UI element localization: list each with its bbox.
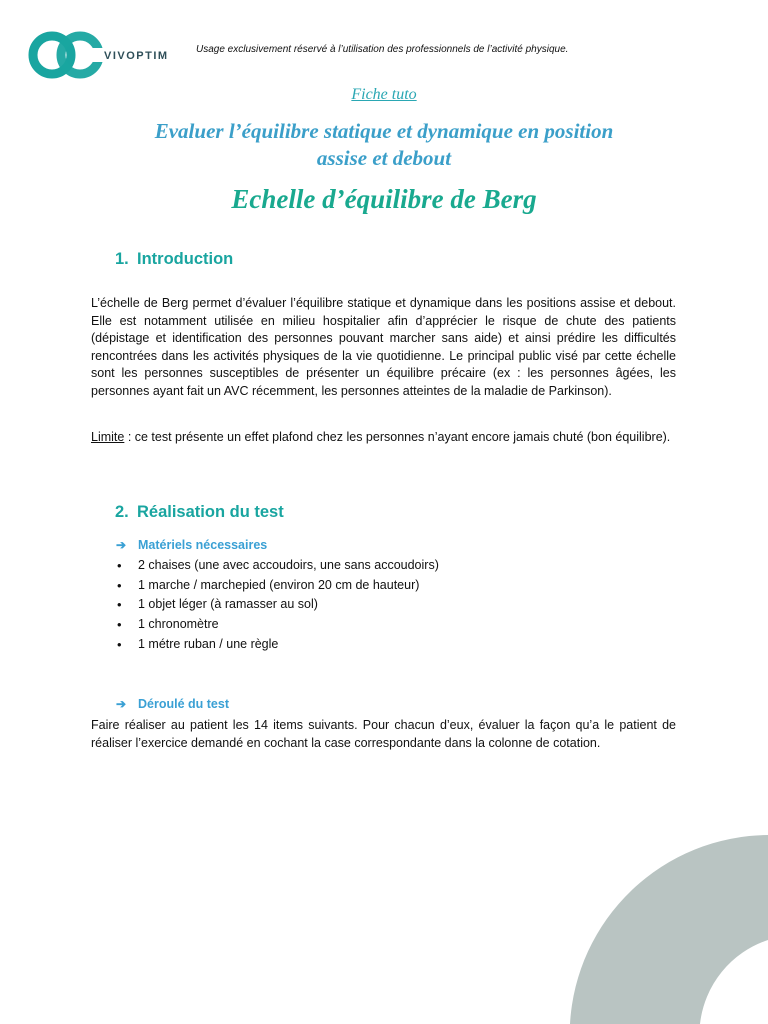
materials-subheading xyxy=(116,538,267,552)
procedure-subheading xyxy=(116,697,229,711)
logo-text: VIVOPTIM xyxy=(104,50,169,62)
list-item: • 1 chronomètre xyxy=(116,615,439,635)
fiche-tuto-label: Fiche tuto xyxy=(351,86,417,103)
usage-note: Usage exclusivement réservé à l’utilisation des professionnels de l’activité physique. xyxy=(196,44,569,55)
page-title: Echelle d’équilibre de Berg xyxy=(231,184,537,214)
subtitle-line-2: assise et debout xyxy=(316,146,452,170)
list-item: • 1 marche / marchepied (environ 20 cm de hauteur) xyxy=(116,576,439,596)
materials-title: Matériels nécessaires xyxy=(138,538,268,552)
list-item: • 2 chaises (une avec accoudoirs, une sans accoudoirs) xyxy=(116,556,439,576)
section-2-number: 2. xyxy=(115,503,129,521)
section-2-heading xyxy=(115,503,284,522)
right-arrow-icon: ➔ xyxy=(116,538,127,552)
logo-rings-icon xyxy=(28,28,108,82)
limit-paragraph xyxy=(91,429,676,447)
right-arrow-icon: ➔ xyxy=(116,697,127,711)
list-item: • 1 objet léger (à ramasser au sol) xyxy=(116,595,439,615)
section-2-title: Réalisation du test xyxy=(137,503,284,521)
limit-text: : ce test présente un effet plafond chez les personnes n’ayant encore jamais chuté (bon équilibre). xyxy=(124,430,671,444)
procedure-paragraph: Faire réaliser au patient les 14 items suivants. Pour chacun d’eux, évaluer la façon qu’a le patient de réaliser l’exercice demandé en cochant la case correspondante dans la colonne de cotation. xyxy=(91,718,676,750)
procedure-title: Déroulé du test xyxy=(138,697,229,711)
list-item: • 1 métre ruban / une règle xyxy=(116,635,439,655)
decorative-arc-icon xyxy=(560,830,768,1024)
materials-list xyxy=(116,556,439,655)
intro-paragraph: L’échelle de Berg permet d’évaluer l’équilibre statique et dynamique dans les positions assise et debout. Elle est notamment utilisée en milieu hospitalier afin d’apprécier le risque de chute des patients (dépistage et identification des personnes pouvant marcher sans aide) et ainsi prédire les difficultés rencontrées dans les activités physiques de la vie quotidienne. Le principal public visé par cette échelle sont les personnes susceptibles de présenter un équilibre précaire (ex : les personnes âgées, les personnes ayant fait un AVC récemment, les personnes atteintes de la maladie de Parkinson). xyxy=(91,296,676,398)
vivoptim-logo xyxy=(28,28,169,82)
section-1-title: Introduction xyxy=(137,250,234,268)
section-1-number: 1. xyxy=(115,250,129,268)
subtitle xyxy=(84,118,684,172)
section-1-heading xyxy=(115,250,233,269)
limit-label: Limite xyxy=(91,430,125,444)
subtitle-line-1: Evaluer l’équilibre statique et dynamique en position xyxy=(154,119,614,143)
